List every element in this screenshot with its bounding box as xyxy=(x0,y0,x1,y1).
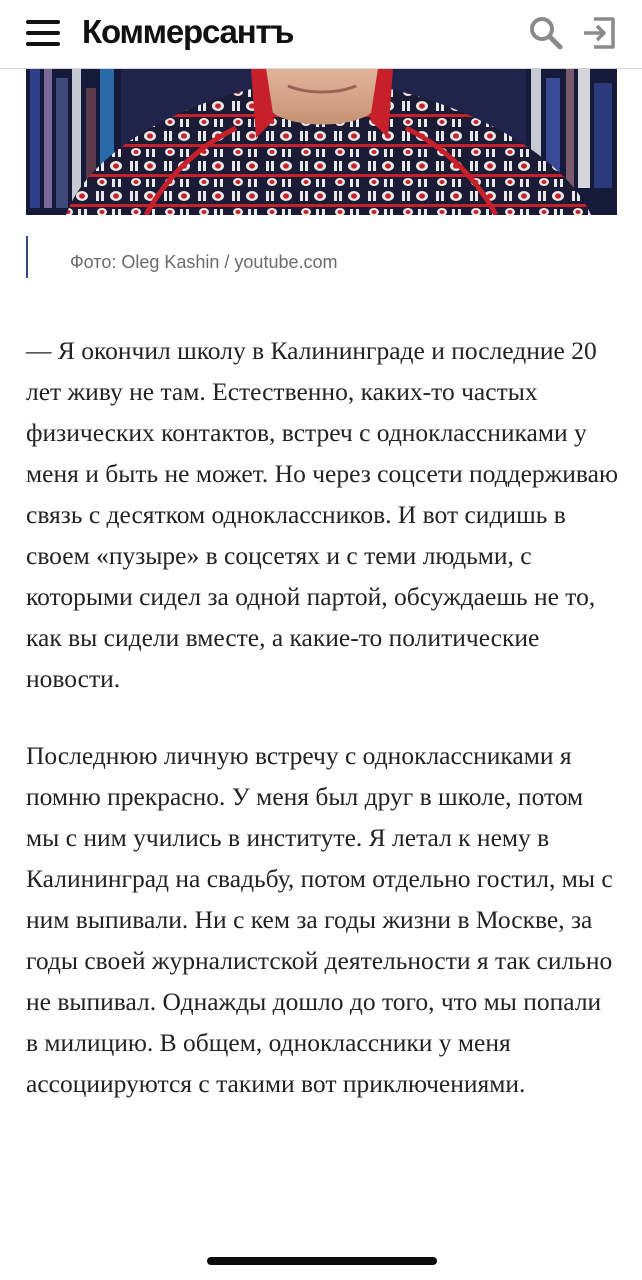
home-indicator[interactable] xyxy=(207,1257,437,1265)
article-body xyxy=(26,330,618,1140)
article-photo xyxy=(26,68,617,215)
article-paragraph: — Я окончил школу в Калининграде и последние 20 лет живу не там. Естественно, каких-то частых физических контактов, встреч с одноклассниками у меня и быть не может. Но через соцсети поддерживаю связь с десятком одноклассников. И вот сидишь в своем «пузыре» в соцсетях и с теми людьми, с которыми сидел за одной партой, обсуждаешь не то, как вы сидели вместе, а какие-то политические новости. xyxy=(26,336,619,693)
login-icon[interactable] xyxy=(580,14,618,52)
site-logo[interactable]: Коммерсантъ xyxy=(82,13,294,50)
search-icon[interactable] xyxy=(528,15,564,51)
article-paragraph: Последнюю личную встречу с одноклассниками я помню прекрасно. У меня был друг в школе, потом мы с ним учились в институте. Я летал к нему в Калининград на свадьбу, потом отдельно гостил, мы с ним выпивали. Ни с кем за годы жизни в Москве, за годы своей журналистской деятельности я так сильно не выпивал. Однажды дошло до того, что мы попали в милицию. В общем, одноклассники у меня ассоциируются с такими вот приключениями. xyxy=(26,741,613,1098)
photo-caption xyxy=(26,236,338,278)
article-photo-image xyxy=(26,68,617,215)
photo-caption-text: Фото: Oleg Kashin / youtube.com xyxy=(70,252,338,272)
site-header xyxy=(0,0,642,69)
hamburger-menu-icon[interactable] xyxy=(26,20,60,46)
